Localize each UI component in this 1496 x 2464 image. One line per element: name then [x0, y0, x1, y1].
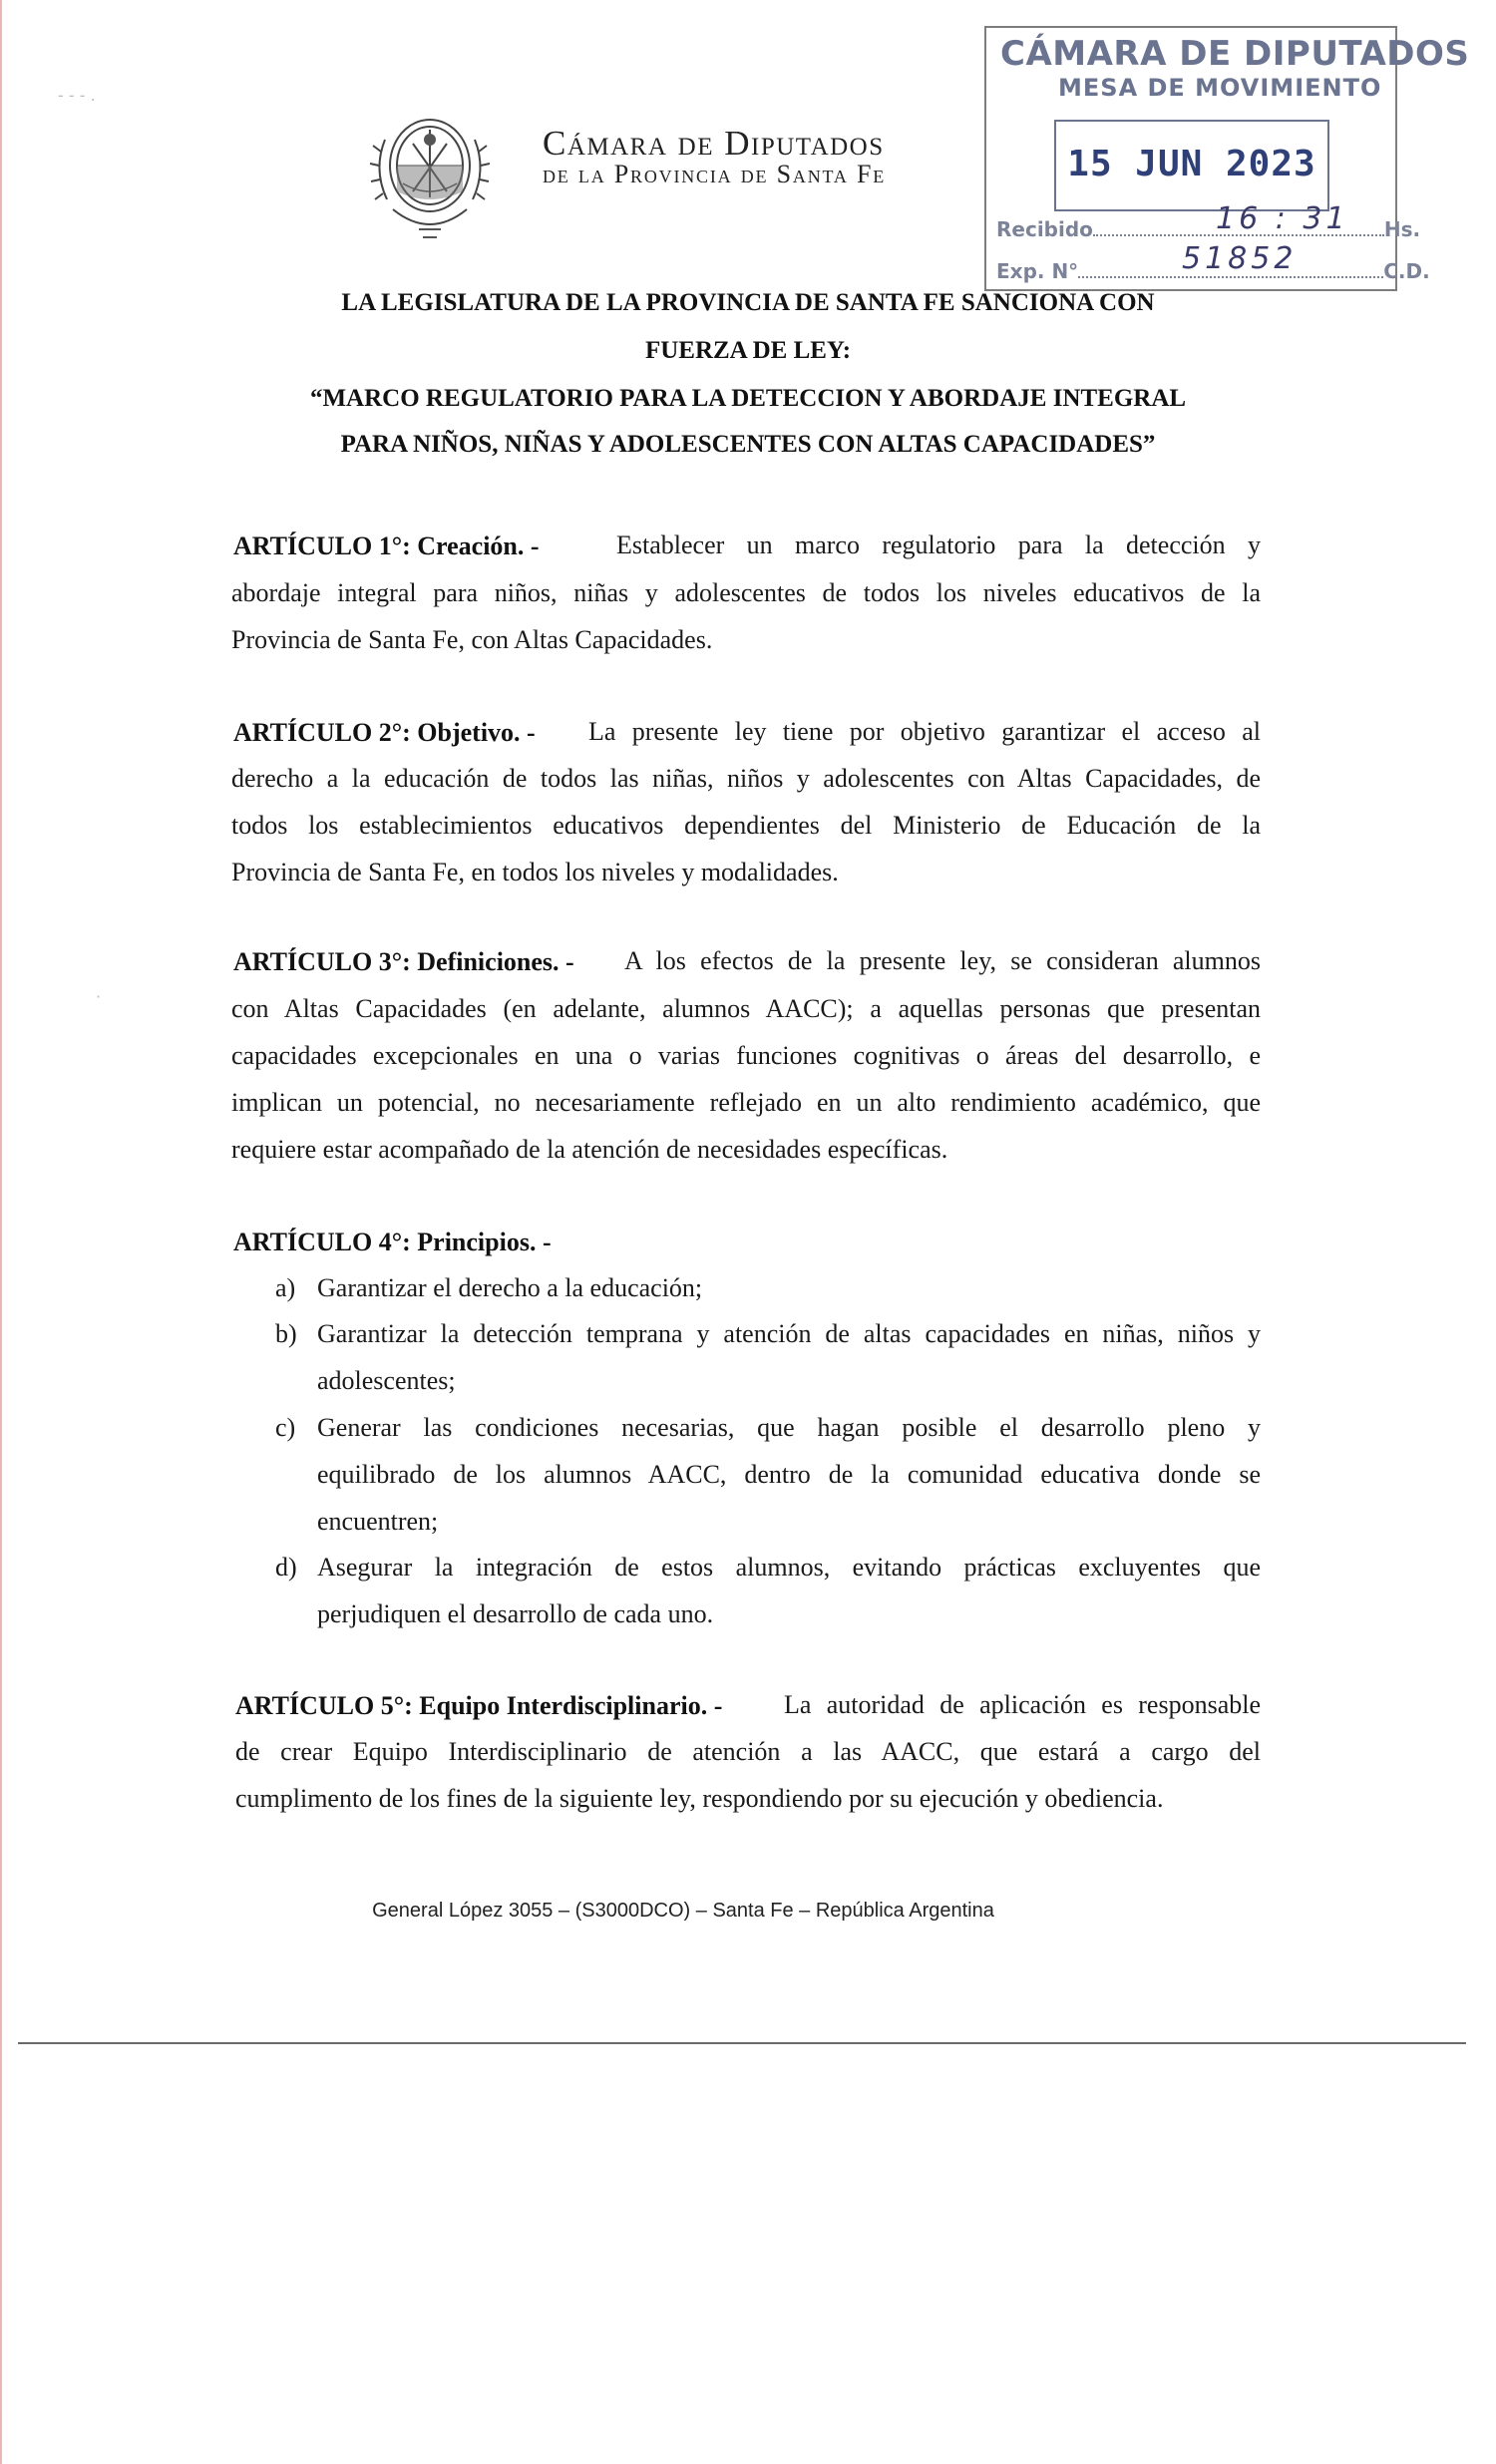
list-item-letter: d)	[275, 1553, 297, 1582]
list-item-line: adolescentes;	[317, 1366, 456, 1395]
institution-subtitle: de la Provincia de Santa Fe	[543, 160, 887, 188]
list-item-line: perjudiquen el desarrollo de cada uno.	[317, 1599, 714, 1628]
title-line-4: PARA NIÑOS, NIÑAS Y ADOLESCENTES CON ALTAS CAPACIDADES”	[340, 431, 1156, 458]
article-1-line: Provincia de Santa Fe, con Altas Capacidades.	[231, 625, 713, 654]
stamp-handwritten-time: 16 : 31	[1216, 201, 1349, 236]
article-2-heading: ARTÍCULO 2°: Objetivo. -	[233, 718, 536, 747]
stamp-received-label: Recibido	[996, 217, 1093, 241]
reception-stamp	[984, 26, 1470, 291]
stamp-exp-suffix: C.D.	[1383, 259, 1430, 283]
scan-artifact: ·	[96, 987, 102, 1006]
list-item-line: encuentren;	[317, 1507, 439, 1536]
stamp-received-suffix: Hs.	[1383, 217, 1421, 241]
article-3-heading: ARTÍCULO 3°: Definiciones. -	[233, 947, 574, 976]
article-2-line: La presente ley tiene por objetivo garantizar el acceso al	[588, 717, 1261, 746]
page-footer-address: General López 3055 – (S3000DCO) – Santa Fe – República Argentina	[372, 1900, 994, 1922]
article-3-line: con Altas Capacidades (en adelante, alumnos AACC); a aquellas personas que presentan	[231, 994, 1261, 1023]
list-item-line: Asegurar la integración de estos alumnos, evitando prácticas excluyentes que	[317, 1553, 1261, 1582]
stamp-date-box	[1054, 120, 1329, 211]
stamp-received-row	[996, 217, 1420, 241]
article-3-line: requiere estar acompañado de la atención de necesidades específicas.	[231, 1135, 948, 1164]
list-item-letter: b)	[275, 1319, 297, 1348]
list-item-line: Garantizar la detección temprana y atención de altas capacidades en niñas, niños y	[317, 1319, 1261, 1348]
article-3-line: implican un potencial, no necesariamente reflejado en un alto rendimiento académico, que	[231, 1088, 1261, 1117]
list-item-line: Generar las condiciones necesarias, que hagan posible el desarrollo pleno y	[317, 1413, 1261, 1442]
stamp-subtitle: MESA DE MOVIMIENTO	[1058, 74, 1382, 102]
article-1-line: abordaje integral para niños, niñas y adolescentes de todos los niveles educativos de la	[231, 578, 1261, 607]
article-5-heading: ARTÍCULO 5°: Equipo Interdisciplinario. -	[235, 1691, 723, 1720]
stamp-exp-label: Exp. N°	[996, 259, 1079, 283]
article-3-line: A los efectos de la presente ley, se consideran alumnos	[624, 946, 1261, 975]
article-4-heading: ARTÍCULO 4°: Principios. -	[233, 1228, 552, 1256]
scan-artifact: - - - .	[58, 86, 96, 105]
article-2-line: Provincia de Santa Fe, en todos los niveles y modalidades.	[231, 858, 839, 886]
article-3-line: capacidades excepcionales en una o varias funciones cognitivas o áreas del desarrollo, e	[231, 1041, 1261, 1070]
title-line-2: FUERZA DE LEY:	[644, 337, 852, 364]
stamp-title: CÁMARA DE DIPUTADOS	[1000, 34, 1470, 74]
article-1-heading: ARTÍCULO 1°: Creación. -	[233, 531, 540, 560]
article-1-line: Establecer un marco regulatorio para la detección y	[616, 530, 1261, 559]
list-item-letter: c)	[275, 1413, 296, 1442]
title-line-3: “MARCO REGULATORIO PARA LA DETECCION Y ABORDAJE INTEGRAL	[309, 385, 1187, 412]
institution-name: Cámara de Diputados	[543, 124, 885, 163]
article-2-line: derecho a la educación de todos las niñas, niños y adolescentes con Altas Capacidades, de	[231, 764, 1261, 793]
stamp-handwritten-number: 51852	[1182, 241, 1298, 276]
stamp-date: 15 JUN 2023	[1067, 144, 1316, 184]
page-bottom-edge	[18, 2042, 1466, 2044]
article-5-line: de crear Equipo Interdisciplinario de atención a las AACC, que estará a cargo del	[235, 1737, 1261, 1766]
article-5-line: cumplimento de los fines de la siguiente ley, respondiendo por su ejecución y obediencia.	[235, 1784, 1164, 1813]
list-item-line: equilibrado de los alumnos AACC, dentro de la comunidad educativa donde se	[317, 1460, 1261, 1489]
provincial-crest-icon	[363, 100, 497, 247]
title-line-1: LA LEGISLATURA DE LA PROVINCIA DE SANTA FE SANCIONA CON	[341, 289, 1155, 316]
article-2-line: todos los establecimientos educativos dependientes del Ministerio de Educación de la	[231, 811, 1261, 840]
list-item-letter: a)	[275, 1273, 296, 1302]
article-5-line: La autoridad de aplicación es responsable	[784, 1690, 1261, 1719]
list-item-line: Garantizar el derecho a la educación;	[317, 1273, 703, 1302]
page-left-edge	[0, 0, 2, 2464]
